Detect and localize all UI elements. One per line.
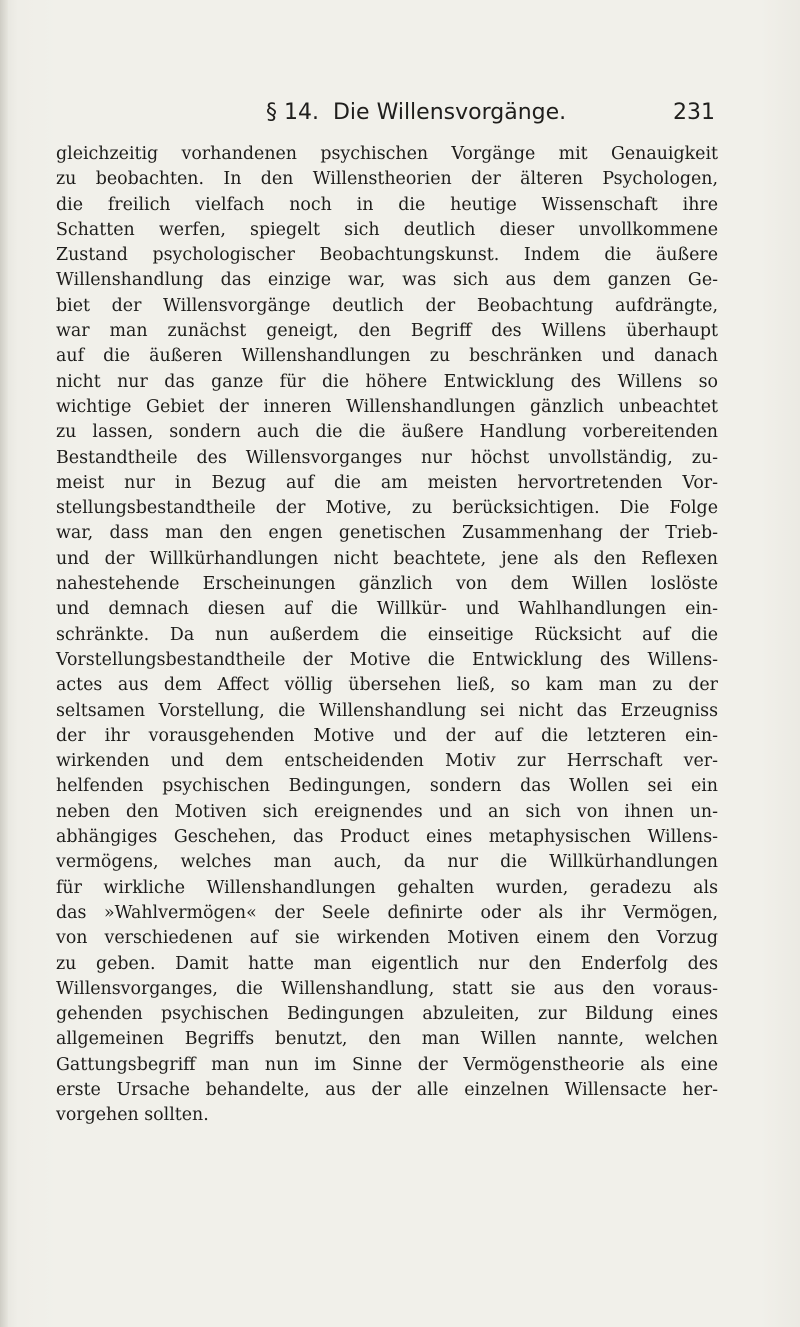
text-line: auf die äußeren Willenshandlungen zu beschränken und danach — [56, 346, 718, 367]
text-line: Gattungsbegriff man nun im Sinne der Vermögenstheorie als eine — [56, 1054, 718, 1075]
page-gutter-edge — [0, 0, 8, 1327]
text-line: vermögens, welches man auch, da nur die Willkürhandlungen — [56, 852, 718, 873]
text-line: zu geben. Damit hatte man eigentlich nur den Enderfolg des — [56, 953, 718, 974]
text-line: zu lassen, sondern auch die die äußere Handlung vorbereitenden — [56, 422, 718, 443]
text-line: Schatten werfen, spiegelt sich deutlich dieser unvollkommene — [56, 219, 718, 240]
text-line: biet der Willensvorgänge deutlich der Beobachtung aufdrängte, — [56, 295, 718, 316]
running-header — [266, 96, 656, 130]
body-paragraph — [56, 142, 718, 1129]
text-line: von verschiedenen auf sie wirkenden Motiven einem den Vorzug — [56, 928, 718, 949]
text-line: nicht nur das ganze für die höhere Entwicklung des Willens so — [56, 371, 718, 392]
text-line: neben den Motiven sich ereignendes und an sich von ihnen un- — [56, 801, 718, 822]
text-line: allgemeinen Begriffs benutzt, den man Willen nannte, welchen — [56, 1029, 718, 1050]
text-line: und der Willkürhandlungen nicht beachtete, jene als den Reflexen — [56, 548, 718, 569]
text-line: die freilich vielfach noch in die heutige Wissenschaft ihre — [56, 194, 718, 215]
text-line: vorgehen sollten. — [56, 1105, 209, 1126]
text-line: Willenshandlung das einzige war, was sich aus dem ganzen Ge- — [56, 270, 718, 291]
text-line: wichtige Gebiet der inneren Willenshandlungen gänzlich unbeachtet — [56, 396, 718, 417]
text-line: war, dass man den engen genetischen Zusammenhang der Trieb- — [56, 523, 718, 544]
text-line: für wirkliche Willenshandlungen gehalten wurden, geradezu als — [56, 877, 718, 898]
text-line: meist nur in Bezug auf die am meisten hervortretenden Vor- — [56, 472, 718, 493]
text-line: gehenden psychischen Bedingungen abzuleiten, zur Bildung eines — [56, 1004, 718, 1025]
text-line: zu beobachten. In den Willenstheorien der älteren Psychologen, — [56, 169, 718, 190]
text-line: nahestehende Erscheinungen gänzlich von dem Willen loslöste — [56, 574, 718, 595]
chapter-title: Die Willensvorgänge. — [332, 100, 567, 125]
page-number: 231 — [673, 100, 715, 125]
text-line: und demnach diesen auf die Willkür- und Wahlhandlungen ein- — [56, 599, 718, 620]
text-line: seltsamen Vorstellung, die Willenshandlung sei nicht das Erzeugniss — [56, 700, 718, 721]
section-marker: § 14. — [266, 100, 319, 125]
text-line: helfenden psychischen Bedingungen, sondern das Wollen sei ein — [56, 776, 718, 797]
text-line: wirkenden und dem entscheidenden Motiv zur Herrschaft ver- — [56, 751, 718, 772]
text-line: Zustand psychologischer Beobachtungskunst. Indem die äußere — [56, 245, 718, 266]
text-line: der ihr vorausgehenden Motive und der auf die letzteren ein- — [56, 725, 718, 746]
text-line: gleichzeitig vorhandenen psychischen Vorgänge mit Genauigkeit — [56, 144, 718, 164]
text-line: war man zunächst geneigt, den Begriff des Willens überhaupt — [56, 321, 718, 342]
text-line: Bestandtheile des Willensvorganges nur höchst unvollständig, zu- — [56, 447, 718, 468]
text-line: stellungsbestandtheile der Motive, zu berücksichtigen. Die Folge — [56, 498, 718, 519]
text-line: actes aus dem Affect völlig übersehen ließ, so kam man zu der — [56, 675, 718, 696]
text-line: abhängiges Geschehen, das Product eines metaphysischen Willens- — [56, 827, 718, 848]
text-line: erste Ursache behandelte, aus der alle einzelnen Willensacte her- — [56, 1079, 718, 1100]
text-line: Willensvorganges, die Willenshandlung, statt sie aus den voraus- — [56, 978, 718, 999]
text-line: das »Wahlvermögen« der Seele definirte oder als ihr Vermögen, — [56, 902, 718, 923]
text-line: schränkte. Da nun außerdem die einseitige Rücksicht auf die — [56, 624, 718, 645]
text-line: Vorstellungsbestandtheile der Motive die Entwicklung des Willens- — [56, 649, 718, 670]
